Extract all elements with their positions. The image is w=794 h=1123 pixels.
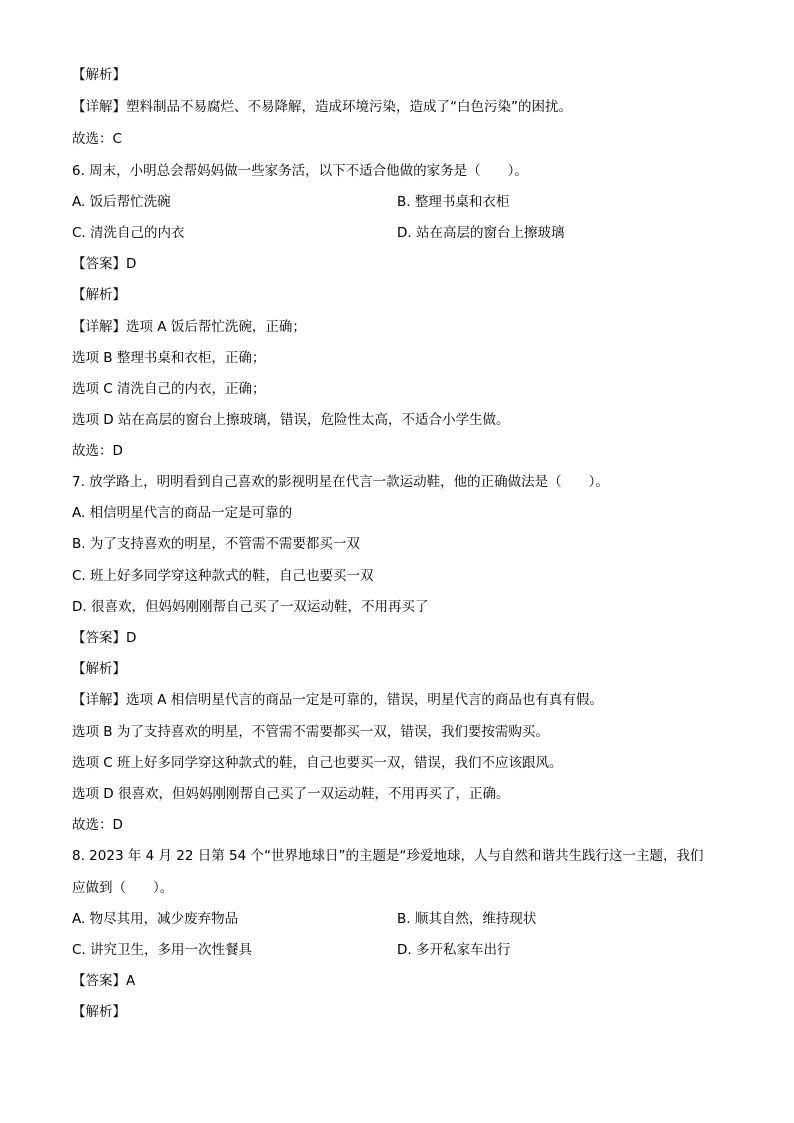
- q7-detail-line-1: 【详解】选项 A 相信明星代言的商品一定是可靠的，错误，明星代言的商品也有真有假。: [72, 692, 603, 708]
- q6-choice: 故选：D: [72, 443, 123, 459]
- q7-detail-line-2: 选项 B 为了支持喜欢的明星，不管需不需要都买一双，错误，我们要按需购买。: [72, 724, 549, 740]
- q8-stem-line-2: 应做到（ ）。: [72, 880, 174, 896]
- q8-option-c: C. 讲究卫生，多用一次性餐具: [72, 942, 253, 958]
- q6-stem: 6. 周末，小明总会帮妈妈做一些家务活，以下不适合他做的家务是（ ）。: [72, 163, 528, 179]
- q6-detail-line-2: 选项 B 整理书桌和衣柜，正确；: [72, 350, 266, 366]
- q7-analysis-heading: 【解析】: [72, 661, 126, 677]
- q6-option-a: A. 饭后帮忙洗碗: [72, 194, 171, 210]
- q8-stem-line-1: 8. 2023 年 4 月 22 日第 54 个“世界地球日”的主题是“珍爱地球，人与自然和谐共生践行这一主题，我们: [72, 848, 704, 864]
- q8-option-a: A. 物尽其用，减少废弃物品: [72, 911, 239, 927]
- q6-answer: 【答案】D: [72, 256, 137, 272]
- q7-option-d: D. 很喜欢，但妈妈刚刚帮自己买了一双运动鞋，不用再买了: [72, 599, 429, 615]
- q8-option-d: D. 多开私家车出行: [397, 942, 511, 958]
- q6-option-c: C. 清洗自己的内衣: [72, 225, 185, 241]
- q5-choice: 故选：C: [72, 131, 122, 147]
- q7-stem: 7. 放学路上，明明看到自己喜欢的影视明星在代言一款运动鞋，他的正确做法是（ ）。: [72, 474, 609, 490]
- q6-detail-line-1: 【详解】选项 A 饭后帮忙洗碗，正确；: [72, 319, 306, 335]
- q6-analysis-heading: 【解析】: [72, 287, 126, 303]
- q7-option-b: B. 为了支持喜欢的明星，不管需不需要都买一双: [72, 536, 360, 552]
- q7-answer: 【答案】D: [72, 630, 137, 646]
- q6-detail-line-3: 选项 C 清洗自己的内衣，正确；: [72, 381, 266, 397]
- q6-detail-line-4: 选项 D 站在高层的窗台上擦玻璃，错误，危险性太高，不适合小学生做。: [72, 412, 510, 428]
- q7-detail-line-3: 选项 C 班上好多同学穿这种款式的鞋，自己也要买一双，错误，我们不应该跟风。: [72, 755, 563, 771]
- q6-option-d: D. 站在高层的窗台上擦玻璃: [397, 225, 565, 241]
- q7-choice: 故选：D: [72, 817, 123, 833]
- q8-analysis-heading: 【解析】: [72, 1004, 126, 1020]
- q5-detail: 【详解】塑料制品不易腐烂、不易降解，造成环境污染，造成了“白色污染”的困扰。: [72, 99, 572, 115]
- q7-option-a: A. 相信明星代言的商品一定是可靠的: [72, 505, 293, 521]
- q8-option-b: B. 顺其自然，维持现状: [397, 911, 537, 927]
- q7-option-c: C. 班上好多同学穿这种款式的鞋，自己也要买一双: [72, 568, 374, 584]
- q8-answer: 【答案】A: [72, 973, 136, 989]
- q7-detail-line-4: 选项 D 很喜欢，但妈妈刚刚帮自己买了一双运动鞋，不用再买了，正确。: [72, 786, 510, 802]
- q6-option-b: B. 整理书桌和衣柜: [397, 194, 510, 210]
- q5-analysis-heading: 【解析】: [72, 67, 126, 83]
